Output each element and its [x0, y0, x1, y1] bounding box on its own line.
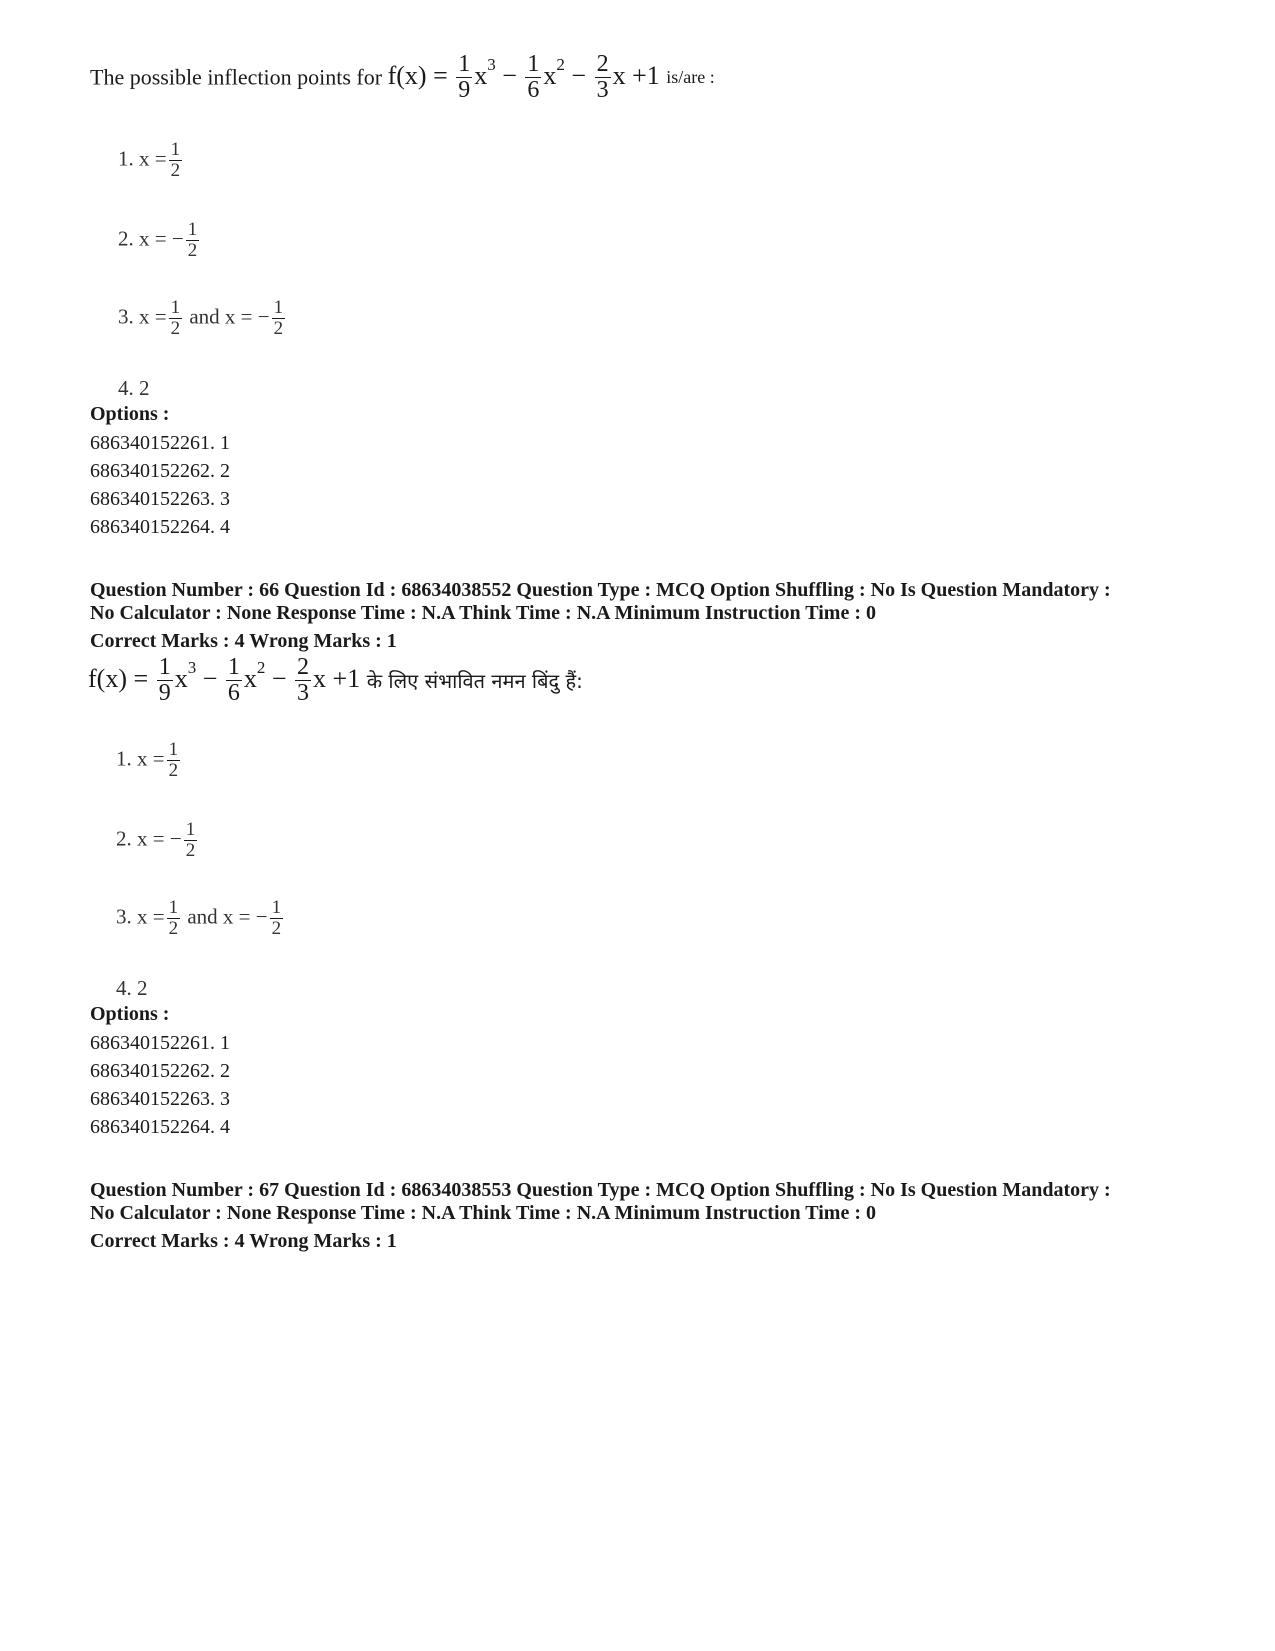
- question-67-meta: [90, 1179, 1111, 1253]
- options-list-2: [90, 1003, 230, 1141]
- option-id-row: 686340152264. 4: [90, 516, 230, 538]
- answer-choice-3: 3. x = $\frac{1}{2}$ and x = − $\frac{1}{2}$: [116, 897, 282, 939]
- option-id-row: 686340152263. 3: [90, 488, 230, 510]
- meta-line: Question Number : 66 Question Id : 68634038552 Question Type : MCQ Option Shuffling : No Is Question Mandatory :: [90, 579, 1111, 601]
- option-id-row: 686340152262. 2: [90, 460, 230, 482]
- fraction-term-2: $\frac{1}{6}$: [227, 654, 240, 707]
- fraction-term-2: $\frac{1}{6}$: [527, 51, 540, 104]
- options-label: Options :: [90, 403, 170, 425]
- meta-line: No Calculator : None Response Time : N.A Think Time : N.A Minimum Instruction Time : 0: [90, 1202, 876, 1224]
- stem-prefix: The possible inflection points for: [90, 64, 383, 90]
- question-66-meta: [90, 579, 1111, 653]
- fraction-term-3: $\frac{2}{3}$: [596, 51, 609, 104]
- answer-choice-1: 1. x = $\frac{1}{2}$: [118, 139, 181, 181]
- answer-choice-1: 1. x = $\frac{1}{2}$: [116, 739, 179, 781]
- stem-suffix-hindi: के लिए संभावित नमन बिंदु हैं:: [366, 669, 583, 694]
- fraction-term-1: $\frac{1}{9}$: [158, 654, 171, 707]
- answer-choice-2: 2. x = − $\frac{1}{2}$: [118, 219, 198, 261]
- stem-suffix: is/are :: [666, 67, 715, 88]
- option-id-row: 686340152261. 1: [90, 432, 230, 454]
- function-expression: f(x) = $\frac{1}{9}$ $x^3$ − $\frac{1}{6}$ $x^2$ − $\frac{2}{3}$ x +1: [387, 51, 660, 104]
- option-id-row: 686340152262. 2: [90, 1060, 230, 1082]
- marks-line: Correct Marks : 4 Wrong Marks : 1: [90, 630, 397, 652]
- option-id-row: 686340152263. 3: [90, 1088, 230, 1110]
- options-label: Options :: [90, 1003, 170, 1025]
- question-stem-english: [90, 52, 715, 103]
- option-id-row: 686340152264. 4: [90, 1116, 230, 1138]
- meta-line: Question Number : 67 Question Id : 68634038553 Question Type : MCQ Option Shuffling : No Is Question Mandatory :: [90, 1179, 1111, 1201]
- fraction-term-3: $\frac{2}{3}$: [297, 654, 310, 707]
- options-list-1: [90, 403, 230, 541]
- answer-choice-4: 4. 2: [116, 976, 148, 1000]
- meta-line: No Calculator : None Response Time : N.A Think Time : N.A Minimum Instruction Time : 0: [90, 602, 876, 624]
- function-expression: f(x) = $\frac{1}{9}$ $x^3$ − $\frac{1}{6}$ $x^2$ − $\frac{2}{3}$ x +1: [88, 654, 361, 707]
- answer-choice-4: 4. 2: [118, 376, 150, 400]
- option-id-row: 686340152261. 1: [90, 1032, 230, 1054]
- answer-choice-2: 2. x = − $\frac{1}{2}$: [116, 819, 196, 861]
- fraction-term-1: $\frac{1}{9}$: [458, 51, 471, 104]
- marks-line: Correct Marks : 4 Wrong Marks : 1: [90, 1230, 397, 1252]
- answer-choice-3: 3. x = $\frac{1}{2}$ and x = − $\frac{1}{2}$: [118, 297, 284, 339]
- question-stem-hindi: [88, 655, 583, 706]
